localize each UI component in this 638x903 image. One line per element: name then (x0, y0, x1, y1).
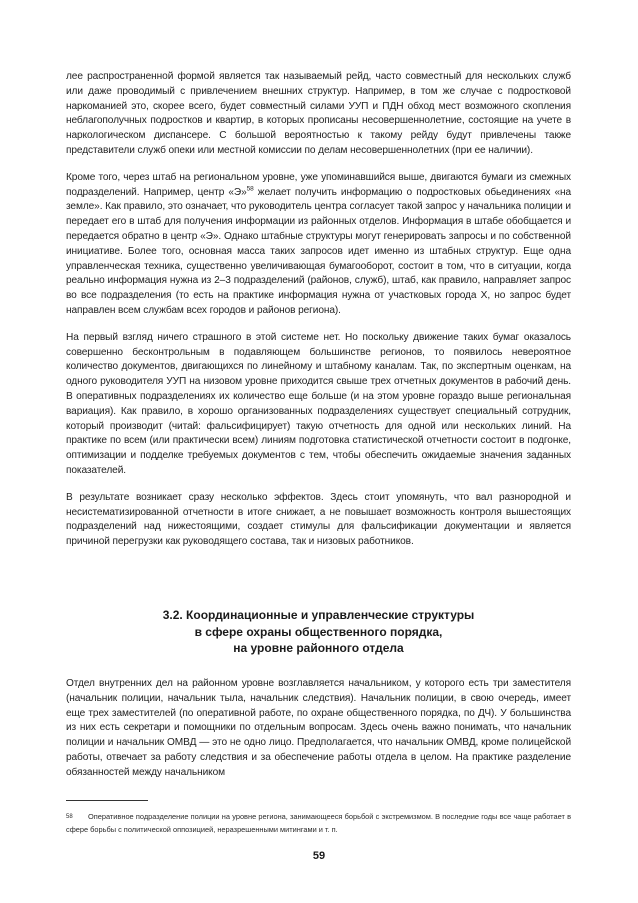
body-text (66, 70, 571, 550)
section-heading-line-3: на уровне районного отдела (233, 641, 404, 655)
footnote-reference[interactable]: 58 (246, 185, 254, 193)
paragraph-effects: В результате возникает сразу несколько эффектов. Здесь стоит упомянуть, что вал разнородной и несистематизированной отчетности в итоге снижает, а не повышает возможность контроля вышестоящих подразделений над нижестоящими, создает стимулы для фальсификации документации и является причиной перегрузки как руководящего состава, так и низовых работников. (66, 491, 571, 548)
page-number: 59 (312, 850, 326, 862)
footnote-number: 58 (66, 814, 73, 820)
paragraph-raid: лее распространенной формой является так называемый рейд, часто совместный для нескольких служб или даже проводимый с привлечением внешних структур. Например, в том же случае с подростковой наркоманией это, скорее всего, будет совместный силами УУП и ПДН обход мест возможного скопления неблагополучных подростков и квартир, в которых прописаны несовершеннолетние, состоящие на учете в наркологическом диспансере. С большой вероятностью к такому рейду будут привлечены также представители служб опеки или местной комиссии по делам несовершеннолетних (при ее наличии). (66, 71, 571, 156)
section-body-text (66, 677, 571, 781)
section-heading-line-2: в сфере охраны общественного порядка, (194, 624, 443, 639)
paragraph-headquarters (66, 171, 571, 319)
paragraph-district-department: Отдел внутренних дел на районном уровне возглавляется начальником, у которого есть три заместителя (начальник полиции, начальник тыла, начальник следствия). Начальник полиции, в свою очередь, имеет еще трех заместителей (по оперативной работе, по охране общественного порядка, по ДЧ). У большинства из них есть секретари и помощники по отдельным вопросам. Здесь очень важно понимать, что начальник полиции и начальник ОМВД — это не одно лицо. Предполагается, что начальник ОМВД, кроме полицейской работы, отвечает за работу следствия и за обеспечение работы отдела в целом. На практике разделение обязанностей между начальником (66, 678, 571, 778)
paragraph-headquarters-start: Кроме того, через штаб на региональном уровне, уже упоминавшийся выше, двигаются бумаги из смежных подразделений. Например, центр «Э» (66, 171, 571, 198)
footnote-text: Оперативное подразделение полиции на уровне региона, занимающееся борьбой с экстремизмом. В последние годы все чаще работает в сфере борьбы с политической оппозицией, неразрешенными митингами и т. п. (66, 812, 571, 834)
section-heading-line-1: 3.2. Координационные и управленческие структуры (162, 608, 475, 622)
footnote (66, 811, 571, 836)
paragraph-paper-flow: На первый взгляд ничего страшного в этой системе нет. Но поскольку движение таких бумаг оказалось совершенно бесконтрольным в подавляющем большинстве регионов, то появилось невероятное количество документов, двигающихся по линейному и штабному каналам. Так, по экспертным оценкам, на одного руководителя УУП на низовом уровне приходится свыше трех отчетных документов в рабочий день. В оперативных подразделениях их количество еще больше (и на этом уровне гораздо выше региональная вариация). Как правило, в хорошо организованных подразделениях существует специальный сотрудник, который производит (читай: фальсифицирует) такую отчетность для одной или нескольких линий. На практике по всем (или практически всем) линиям подготовка статистической отчетности состоит в подгонке, оптимизации и подделке требуемых документов с тем, чтобы обеспечить ожидаемые значения заданных показателей. (66, 331, 571, 476)
section-heading (66, 607, 571, 657)
paragraph-headquarters-end: желает получить информацию о подростковых обьединениях «на земле». Как правило, это означает, что руководитель центра согласует такой запрос у начальника полиции и передает его в штаб для получения информации из районных отделов. Информация в штабе обобщается и передается обратно в центр «Э». Однако штабные структуры могут генерировать запросы и по собственной инициативе. Более того, основная масса таких запросов идет именно из штабных структур. Еще одна управленческая техника, существенно увеличивающая бумагооборот, состоит в том, что в ситуации, когда реально информация нужна из 2–3 подразделений (районов, служб), штаб, как правило, направляет запрос во все подразделения (то есть на практике информация нужна от участковых города X, но запрос будет направлен всем службам всех городов и районов региона). (66, 186, 571, 316)
footnote-divider (66, 800, 148, 801)
